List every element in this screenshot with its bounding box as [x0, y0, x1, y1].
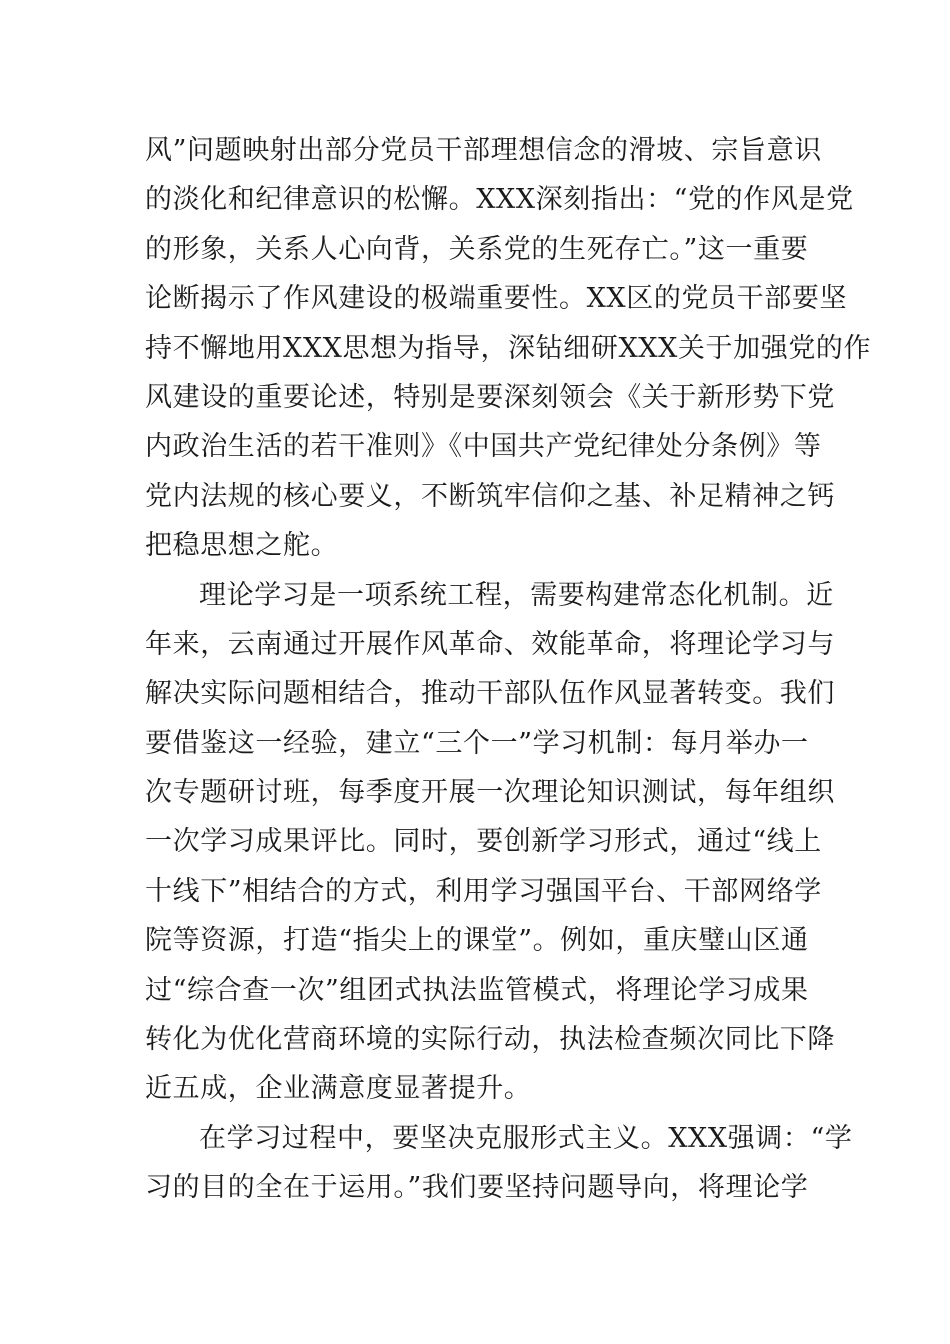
text-line: 院等资源，打造“指尖上的课堂”。例如，重庆璧山区通	[145, 925, 809, 957]
text-line: 理论学习是一项系统工程，需要构建常态化机制。近	[199, 579, 834, 611]
paragraph-3	[145, 1114, 853, 1213]
text-line: 过“综合查一次”组团式执法监管模式，将理论学习成果	[145, 974, 809, 1006]
text-line: 党内法规的核心要义，不断筑牢信仰之基、补足精神之钙	[145, 480, 835, 512]
text-line: 一次学习成果评比。同时，要创新学习形式，通过“线上	[145, 826, 822, 858]
text-line: 解决实际问题相结合，推动干部队伍作风显著转变。我们	[145, 678, 835, 710]
text-line: 的形象，关系人心向背，关系党的生死存亡。”这一重要	[145, 233, 809, 265]
text-line: 的淡化和纪律意识的松懈。XXX深刻指出：“党的作风是党	[145, 184, 854, 216]
text-line: 要借鉴这一经验，建立“三个一”学习机制：每月举办一	[145, 727, 809, 759]
text-line: 把稳思想之舵。	[145, 530, 339, 562]
text-line: 持不懈地用XXX思想为指导，深钻细研XXX关于加强党的作	[145, 332, 872, 364]
text-line: 转化为优化营商环境的实际行动，执法检查频次同比下降	[145, 1024, 835, 1056]
text-line: 在学习过程中，要坚决克服形式主义。XXX强调：“学	[199, 1122, 853, 1154]
document-body	[145, 126, 872, 1213]
text-line: 论断揭示了作风建设的极端重要性。XX区的党员干部要坚	[145, 283, 848, 315]
text-line: 十线下”相结合的方式，利用学习强国平台、干部网络学	[145, 875, 822, 907]
text-line: 内政治生活的若干准则》《中国共产党纪律处分条例》等	[145, 431, 822, 463]
paragraph-1	[145, 126, 872, 571]
text-line: 近五成，企业满意度显著提升。	[145, 1073, 532, 1105]
text-line: 风建设的重要论述，特别是要深刻领会《关于新形势下党	[145, 381, 835, 413]
text-line: 年来，云南通过开展作风革命、效能革命，将理论学习与	[145, 628, 835, 660]
text-line: 次专题研讨班，每季度开展一次理论知识测试，每年组织	[145, 777, 835, 809]
text-line: 习的目的全在于运用。”我们要坚持问题导向，将理论学	[145, 1172, 809, 1204]
text-line: 风”问题映射出部分党员干部理想信念的滑坡、宗旨意识	[145, 135, 822, 166]
paragraph-2	[145, 571, 835, 1114]
